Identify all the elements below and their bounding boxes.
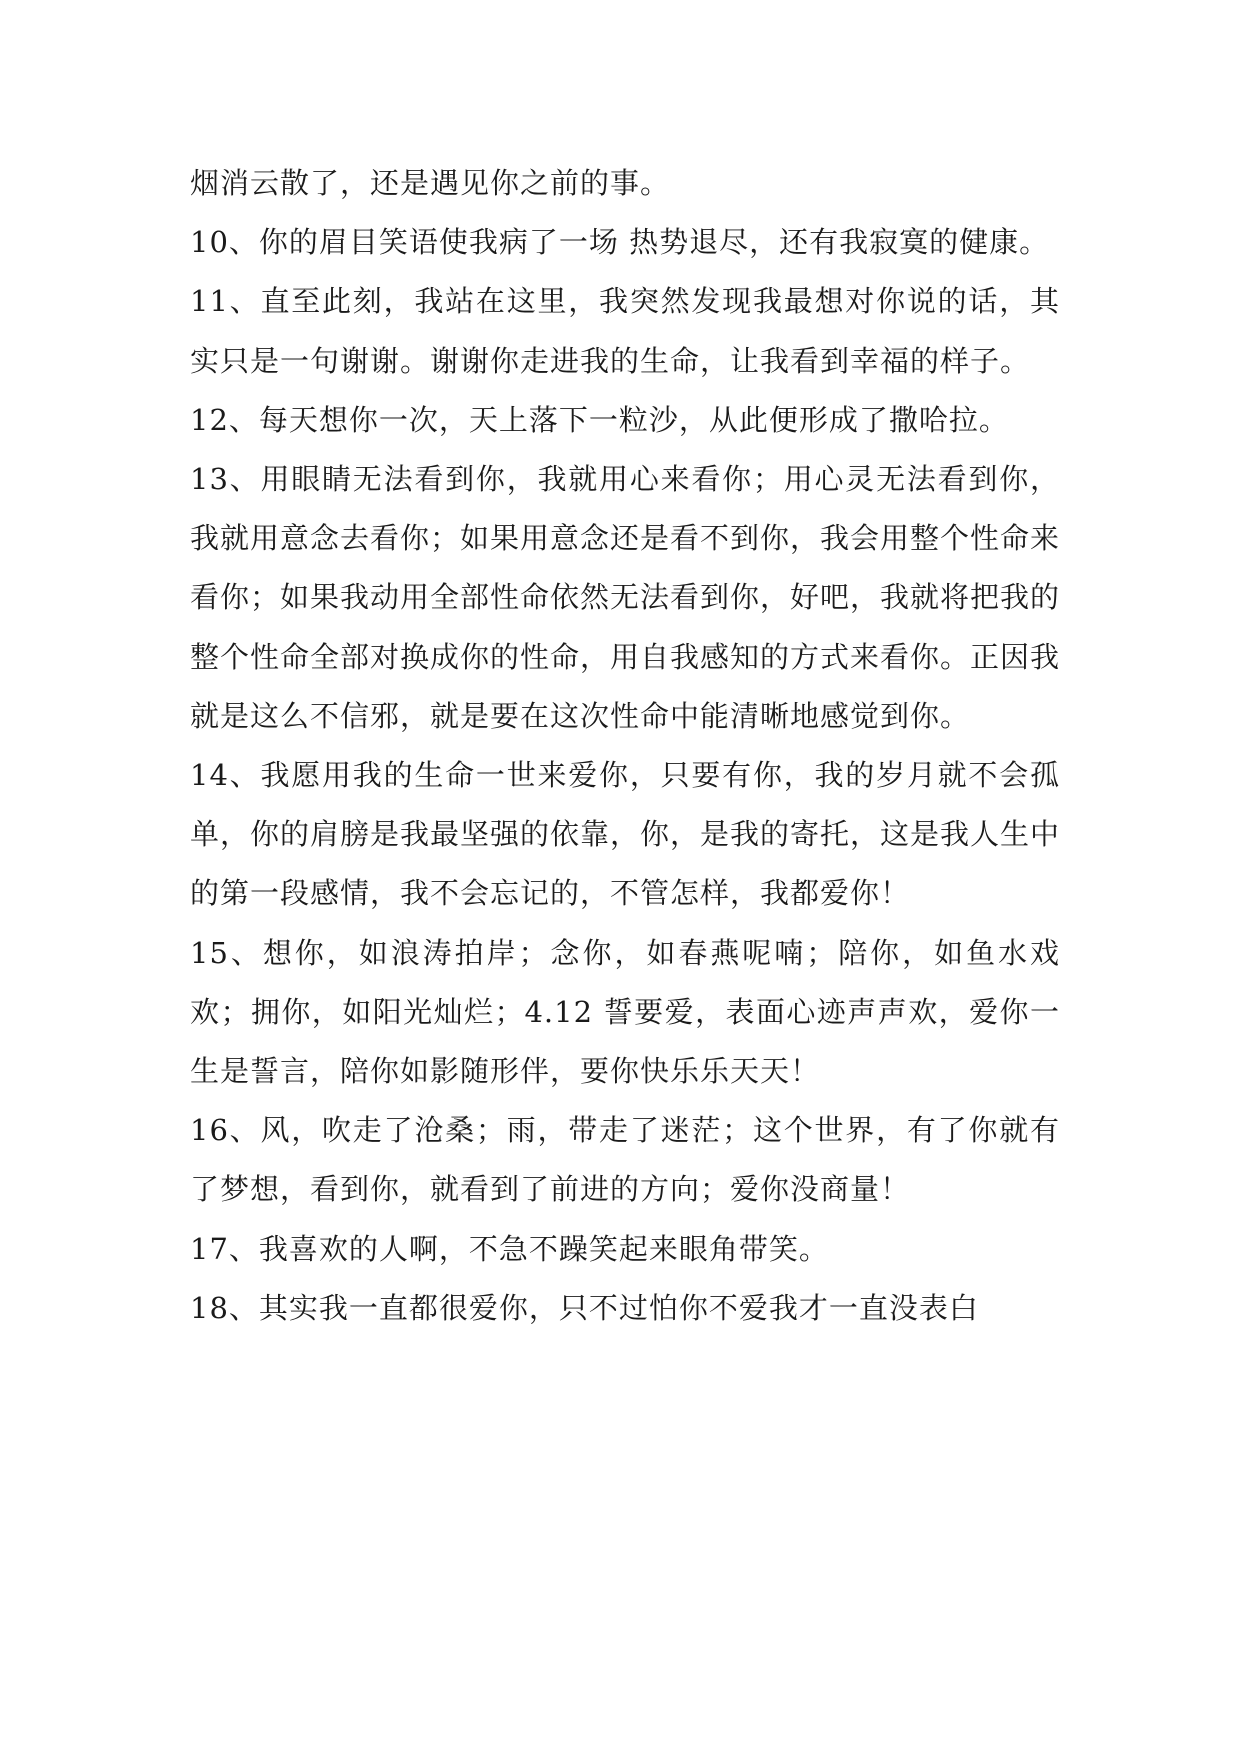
paragraph-17: 17、我喜欢的人啊，不急不躁笑起来眼角带笑。: [190, 1231, 829, 1266]
paragraph-12: 12、每天想你一次，天上落下一粒沙，从此便形成了撒哈拉。: [190, 402, 1009, 437]
paragraph-16: 16、风，吹走了沧桑；雨，带走了迷茫；这个世界，有了你就有了梦想，看到你，就看到了前进的方向；爱你没商量！: [190, 1113, 1060, 1207]
paragraph-11: 11、直至此刻，我站在这里，我突然发现我最想对你说的话，其实只是一句谢谢。谢谢你走进我的生命，让我看到幸福的样子。: [190, 284, 1060, 378]
paragraph-13: 13、用眼睛无法看到你，我就用心来看你；用心灵无法看到你，我就用意念去看你；如果用意念还是看不到你，我会用整个性命来看你；如果我动用全部性命依然无法看到你，好吧，我就将把我的整个性命全部对换成你的性命，用自我感知的方式来看你。正因我就是这么不信邪，就是要在这次性命中能清晰地感觉到你。: [190, 462, 1061, 733]
paragraph-14: 14、我愿用我的生命一世来爱你，只要有你，我的岁月就不会孤单，你的肩膀是我最坚强的依靠，你，是我的寄托，这是我人生中的第一段感情，我不会忘记的，不管怎样，我都爱你！: [190, 758, 1061, 911]
paragraph-15: 15、想你，如浪涛拍岸；念你，如春燕呢喃；陪你，如鱼水戏欢；拥你，如阳光灿烂；4.12 誓要爱，表面心迹声声欢，爱你一生是誓言，陪你如影随形伴，要你快乐乐天天！: [190, 935, 1060, 1089]
paragraph-continuation: 烟消云散了，还是遇见你之前的事。: [190, 166, 671, 200]
paragraph-10: 10、你的眉目笑语使我病了一场 热势退尽，还有我寂寞的健康。: [190, 225, 1050, 260]
document-body: [190, 154, 1060, 1338]
paragraph-18: 18、其实我一直都很爱你，只不过怕你不爱我才一直没表白: [190, 1290, 979, 1325]
